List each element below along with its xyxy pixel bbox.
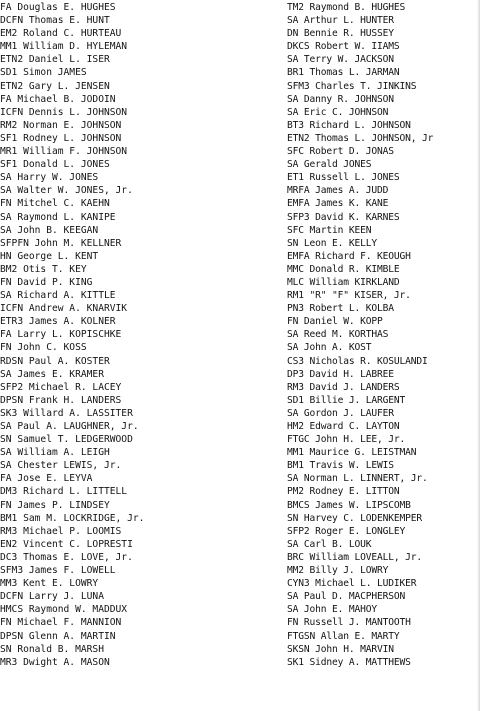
roster-entry: FN Daniel W. KOPP [287, 316, 383, 328]
roster-entry: SA Carl B. LOUK [287, 538, 372, 550]
roster-entry: RM2 Norman E. JOHNSON [0, 119, 122, 131]
roster-entry: CS3 Nicholas R. KOSULANDI [287, 355, 428, 367]
roster-entry: MR1 William F. JOHNSON [0, 146, 128, 158]
roster-entry: MM1 Maurice G. LEISTMAN [287, 447, 417, 459]
roster-entry: SF1 Donald L. JONES [0, 159, 110, 171]
roster-entry: FN John C. KOSS [0, 342, 87, 354]
roster-entry: SD1 Billie J. LARGENT [287, 394, 406, 406]
roster-entry: SA Raymond L. KANIPE [0, 211, 116, 223]
roster-entry: BM1 Travis W. LEWIS [287, 460, 394, 472]
roster-entry: SA John E. MAHOY [287, 604, 378, 616]
roster-entry: DM3 Richard L. LITTELL [0, 486, 128, 498]
roster-entry: ICFN Andrew A. KNARVIK [0, 303, 128, 315]
roster-entry: TM2 Raymond B. HUGHES [287, 2, 406, 13]
roster-entry: BM1 Sam M. LOCKRIDGE, Jr. [0, 512, 145, 524]
roster-entry: SA James E. KRAMER [0, 368, 104, 380]
roster-entry: MRFA James A. JUDD [287, 185, 389, 197]
roster-entry: SA Arthur L. HUNTER [287, 15, 394, 27]
roster-entry: SK3 Willard A. LASSITER [0, 407, 133, 419]
roster-entry: MM1 William D. HYLEMAN [0, 41, 128, 53]
roster-entry: MM2 Billy J. LOWRY [287, 565, 389, 577]
roster-entry: MM3 Kent E. LOWRY [0, 578, 99, 590]
roster-entry: ET1 Russell L. JONES [287, 172, 400, 184]
roster-entry: SA John B. KEEGAN [0, 224, 99, 236]
roster-entry: SA Paul D. MACPHERSON [287, 591, 406, 603]
roster-column-left [0, 1, 300, 669]
roster-entry: SA Paul A. LAUGHNER, Jr. [0, 421, 139, 432]
roster-entry: SD1 Simon JAMES [0, 67, 87, 79]
roster-entry: FN Russell J. MANTOOTH [287, 617, 411, 629]
roster-entry: DN Bennie R. HUSSEY [287, 28, 394, 40]
roster-entry: MLC William KIRKLAND [287, 276, 400, 288]
roster-entry: DPSN Frank H. LANDERS [0, 394, 122, 406]
roster-entry: HN George L. KENT [0, 250, 99, 262]
roster-entry: ETN2 Daniel L. ISER [0, 54, 110, 66]
roster-entry: FN David P. KING [0, 276, 93, 288]
roster-entry: SFPFN John M. KELLNER [0, 237, 122, 249]
roster-entry: EMFA Richard F. KEOUGH [287, 250, 411, 262]
roster-entry: SA Richard A. KITTLE [0, 290, 116, 302]
roster-entry: SFC Martin KEEN [287, 224, 372, 236]
roster-entry: ETN2 Gary L. JENSEN [0, 80, 110, 92]
roster-entry: RM3 David J. LANDERS [287, 381, 400, 393]
roster-entry: MMC Donald R. KIMBLE [287, 263, 400, 275]
roster-entry: FTGSN Allan E. MARTY [287, 630, 400, 642]
roster-entry: BMCS James W. LIPSCOMB [287, 499, 411, 511]
roster-entry: DC3 Thomas E. LOVE, Jr. [0, 551, 133, 563]
roster-entry: FA Michael B. JODOIN [0, 93, 116, 105]
roster-entry: DCFN Larry J. LUNA [0, 591, 104, 603]
roster-entry: SA Harry W. JONES [0, 172, 99, 184]
roster-entry: EN2 Vincent C. LOPRESTI [0, 538, 133, 550]
roster-entry: FA Larry L. KOPISCHKE [0, 329, 122, 341]
roster-entry: SFP2 Roger E. LONGLEY [287, 525, 406, 537]
roster-entry: FN Michael F. MANNION [0, 617, 122, 629]
roster-entry: PM2 Rodney E. LITTON [287, 486, 400, 498]
roster-column-right [287, 1, 480, 669]
roster-entry: DCFN Thomas E. HUNT [0, 15, 110, 27]
roster-entry: CYN3 Michael L. LUDIKER [287, 578, 417, 590]
roster-entry: SK1 Sidney A. MATTHEWS [287, 656, 411, 668]
roster-entry: BRC William LOVEALL, Jr. [287, 551, 423, 563]
roster-entry: HM2 Edward C. LAYTON [287, 421, 400, 432]
roster-entry: SA Eric C. JOHNSON [287, 106, 389, 118]
roster-entry: SA Norman L. LINNERT, Jr. [287, 473, 428, 485]
roster-entry: SFM3 Charles T. JINKINS [287, 80, 417, 92]
roster-entry: PN3 Robert L. KOLBA [287, 303, 394, 315]
roster-entry: SA Gordon J. LAUFER [287, 407, 394, 419]
roster-entry: EM2 Roland C. HURTEAU [0, 28, 122, 40]
roster-entry: HMCS Raymond W. MADDUX [0, 604, 128, 616]
roster-entry: SN Harvey C. LODENKEMPER [287, 512, 423, 524]
roster-entry: SA Gerald JONES [287, 159, 372, 171]
roster-entry: ETN2 Thomas L. JOHNSON, Jr [287, 132, 434, 144]
roster-entry: SN Samuel T. LEDGERWOOD [0, 434, 133, 446]
roster-entry: SA William A. LEIGH [0, 447, 110, 459]
roster-entry: SA Walter W. JONES, Jr. [0, 185, 133, 197]
roster-entry: EMFA James K. KANE [287, 198, 389, 210]
roster-entry: SA Terry W. JACKSON [287, 54, 394, 66]
roster-entry: ETR3 James A. KOLNER [0, 316, 116, 328]
roster-entry: FN James P. LINDSEY [0, 499, 110, 511]
roster-entry: FA Douglas E. HUGHES [0, 2, 116, 13]
roster-entry: SF1 Rodney L. JOHNSON [0, 132, 122, 144]
roster-entry: DPSN Glenn A. MARTIN [0, 630, 116, 642]
roster-entry: DP3 David H. LABREE [287, 368, 394, 380]
roster-entry: BM2 Otis T. KEY [0, 263, 87, 275]
roster-entry: SA Chester LEWIS, Jr. [0, 460, 122, 472]
roster-entry: SA Reed M. KORTHAS [287, 329, 389, 341]
roster-entry: RM3 Michael P. LOOMIS [0, 525, 122, 537]
roster-entry: SN Leon E. KELLY [287, 237, 378, 249]
roster-entry: SA John A. KOST [287, 342, 372, 354]
roster-entry: RDSN Paul A. KOSTER [0, 355, 110, 367]
roster-entry: SFM3 James F. LOWELL [0, 565, 116, 577]
roster-entry: FTGC John H. LEE, Jr. [287, 434, 406, 446]
roster-entry: SN Ronald B. MARSH [0, 643, 104, 655]
roster-entry: SA Danny R. JOHNSON [287, 93, 394, 105]
roster-entry: SKSN John H. MARVIN [287, 643, 394, 655]
roster-entry: MR3 Dwight A. MASON [0, 656, 110, 668]
roster-entry: DKCS Robert W. IIAMS [287, 41, 400, 53]
roster-entry: FA Jose E. LEYVA [0, 473, 93, 485]
roster-entry: SFP2 Michael R. LACEY [0, 381, 122, 393]
roster-entry: SFC Robert D. JONAS [287, 146, 394, 158]
roster-entry: ICFN Dennis L. JOHNSON [0, 106, 128, 118]
roster-entry: FN Mitchel C. KAEHN [0, 198, 110, 210]
roster-entry: SFP3 David K. KARNES [287, 211, 400, 223]
roster-entry: RM1 "R" "F" KISER, Jr. [287, 290, 411, 302]
roster-entry: BR1 Thomas L. JARMAN [287, 67, 400, 79]
roster-entry: BT3 Richard L. JOHNSON [287, 119, 411, 131]
